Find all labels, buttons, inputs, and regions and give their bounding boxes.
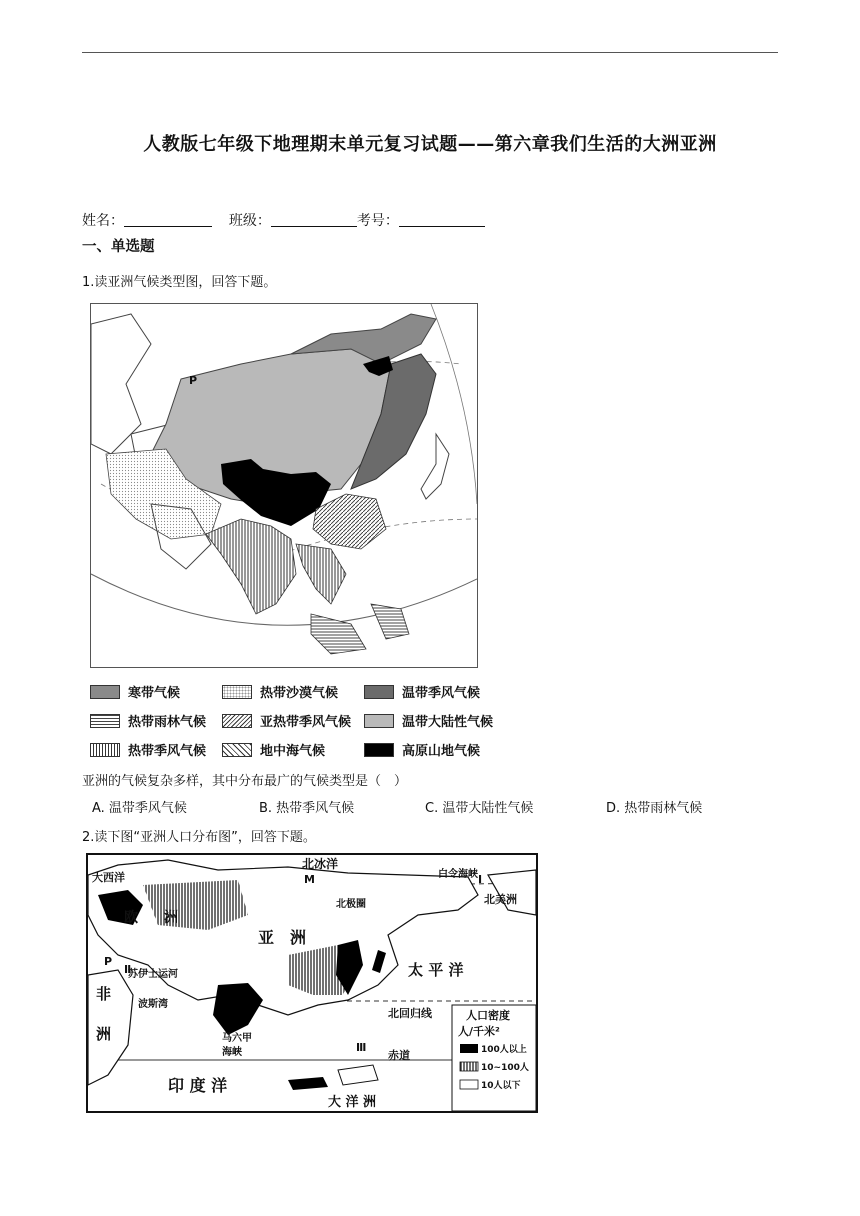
label-malacca-2: 海峡 <box>222 1047 242 1058</box>
label-bering: 白令海峡 <box>438 869 478 880</box>
section-heading: 一、单选题 <box>82 239 155 255</box>
legend-dense: 100人以上 <box>481 1045 527 1055</box>
option-a[interactable]: A. 温带季风气候 <box>92 801 187 816</box>
label-asia: 亚 洲 <box>258 928 307 947</box>
map1-marker-p: P <box>189 374 198 387</box>
name-label: 姓名： <box>82 213 124 229</box>
label-africa: 非 <box>96 985 112 1003</box>
asia-population-map <box>86 853 538 1113</box>
label-arctic-circle: 北极圈 <box>336 899 366 910</box>
class-label: 班级： <box>228 213 271 229</box>
label-oceania: 大 洋 洲 <box>328 1095 377 1110</box>
label-africa-zhou: 洲 <box>96 1025 112 1043</box>
label-persian: 波斯湾 <box>138 999 168 1010</box>
option-b[interactable]: B. 热带季风气候 <box>259 801 355 816</box>
legend-item: 热带沙漠气候 <box>222 682 338 701</box>
label-arctic-ocean: 北冰洋 <box>302 857 339 871</box>
swatch <box>364 714 394 728</box>
label-north-america: 北美洲 <box>484 893 517 906</box>
label-atlantic: 大西洋 <box>92 871 125 884</box>
exam-label: 考号： <box>356 213 399 229</box>
question-2-prompt: 2.读下图“亚洲人口分布图”，回答下题。 <box>82 830 316 845</box>
question-1-prompt: 1.读亚洲气候类型图，回答下题。 <box>82 275 277 290</box>
legend-item: 温带季风气候 <box>364 682 480 701</box>
option-d[interactable]: D. 热带雨林气候 <box>606 801 703 816</box>
swatch <box>364 743 394 757</box>
label-equator: 赤道 <box>388 1049 410 1062</box>
legend-item: 亚热带季风气候 <box>222 711 351 730</box>
label-mark-2: Ⅱ <box>124 963 132 976</box>
swatch <box>222 743 252 757</box>
asia-climate-map <box>90 303 478 668</box>
exam-blank[interactable] <box>399 212 485 227</box>
label-suez: 苏伊士运河 <box>128 969 178 980</box>
legend-sparse: 10人以下 <box>481 1081 521 1091</box>
swatch <box>222 714 252 728</box>
legend-item: 地中海气候 <box>222 740 325 759</box>
swatch <box>90 743 120 757</box>
legend-item: 热带雨林气候 <box>90 711 206 730</box>
swatch <box>222 685 252 699</box>
legend-item: 高原山地气候 <box>364 740 480 759</box>
page-title: 人教版七年级下地理期末单元复习试题——第六章我们生活的大洲亚洲 <box>143 134 717 155</box>
asia-population-map-drawing <box>88 855 536 1111</box>
header-rule <box>82 52 778 53</box>
label-europe-zhou: 洲 <box>164 910 178 926</box>
label-europe: 欧 <box>124 910 138 926</box>
climate-legend <box>90 682 510 762</box>
legend-medium: 10~100人 <box>481 1063 529 1073</box>
label-pacific: 太 平 洋 <box>408 961 464 979</box>
label-mark-3: Ⅲ <box>356 1041 367 1054</box>
label-cancer: 北回归线 <box>388 1007 432 1020</box>
label-indian-ocean: 印 度 洋 <box>168 1076 228 1095</box>
asia-climate-map-drawing <box>91 304 477 667</box>
legend-title-2: 人/千米² <box>458 1025 500 1038</box>
swatch <box>90 685 120 699</box>
legend-title-1: 人口密度 <box>466 1009 510 1022</box>
option-c[interactable]: C. 温带大陆性气候 <box>425 801 534 816</box>
swatch <box>364 685 394 699</box>
name-blank[interactable] <box>124 212 212 227</box>
label-mark-1: Ⅰ <box>478 873 483 886</box>
swatch <box>90 714 120 728</box>
class-blank[interactable] <box>271 212 357 227</box>
legend-item: 温带大陆性气候 <box>364 711 493 730</box>
student-info-line <box>82 210 485 230</box>
legend-item: 热带季风气候 <box>90 740 206 759</box>
legend-item: 寒带气候 <box>90 682 180 701</box>
label-malacca-1: 马六甲 <box>222 1033 252 1044</box>
label-m: M <box>304 873 315 886</box>
question-1-stem: 亚洲的气候复杂多样，其中分布最广的气候类型是（ ） <box>82 774 408 789</box>
label-p: P <box>104 955 113 968</box>
